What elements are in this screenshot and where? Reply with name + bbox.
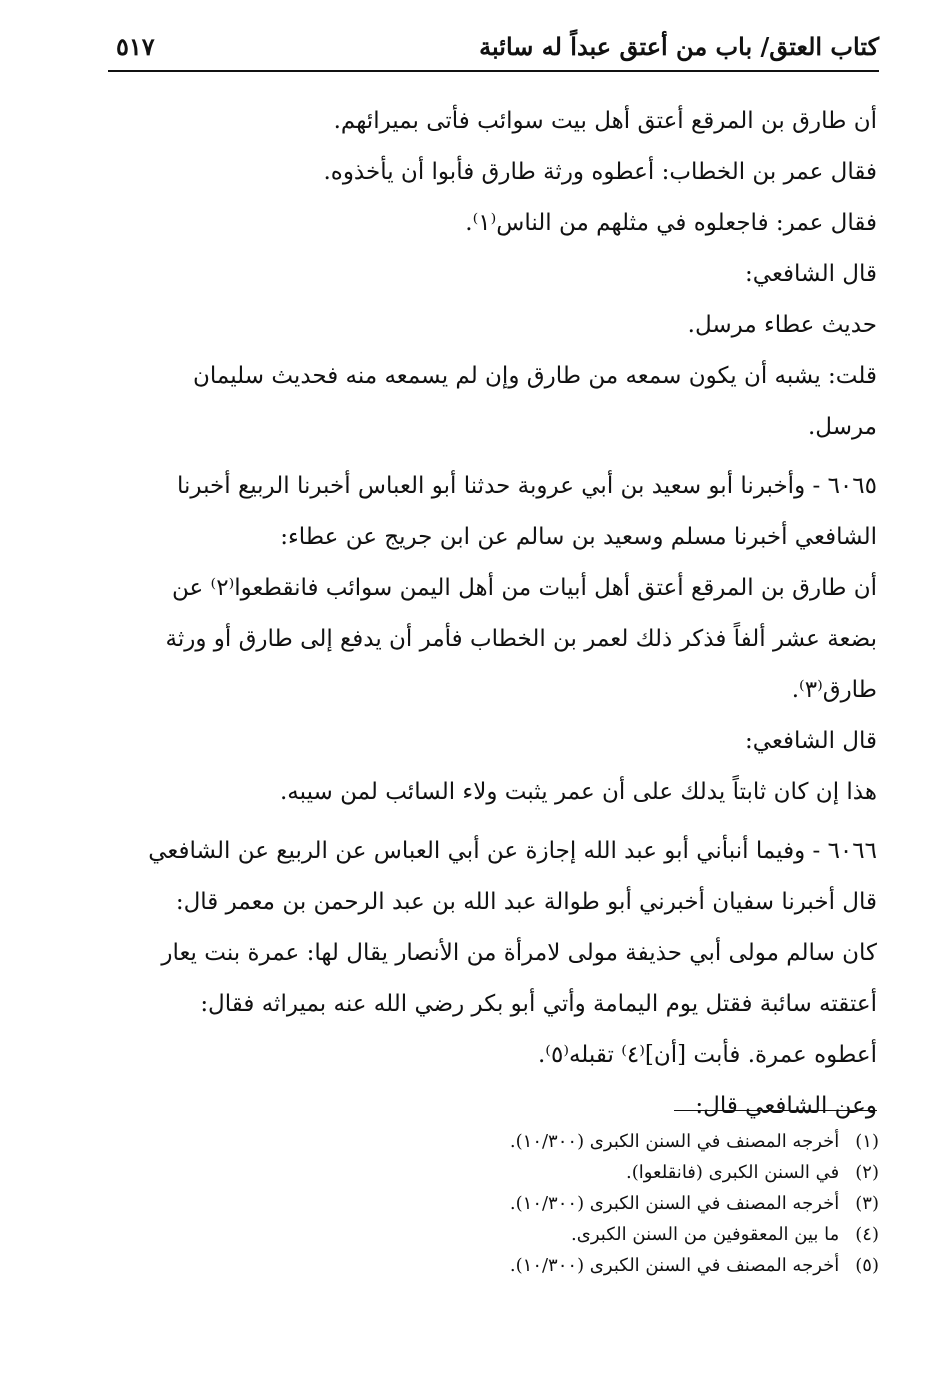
- text-line: أعتقته سائبة فقتل يوم اليمامة وأتي أبو بكر رضي الله عنه بميراثه فقال:: [200, 991, 877, 1017]
- footnote-text: أخرجه المصنف في السنن الكبرى (١٠/٣٠٠).: [509, 1255, 840, 1276]
- text-line: هذا إن كان ثابتاً يدلك على أن عمر يثبت ولاء السائب لمن سيبه.: [279, 779, 877, 805]
- footnote: [459, 1157, 879, 1188]
- footnote: [459, 1219, 879, 1250]
- text-line: قال أخبرنا سفيان أخبرني أبو طوالة عبد الله بن عبد الرحمن بن معمر قال:: [175, 889, 877, 915]
- text-line: أن طارق بن المرقع أعتق أهل بيت سوائب فأتى بميرائهم.: [333, 108, 877, 134]
- footnotes: [459, 1126, 879, 1281]
- footnote: [459, 1250, 879, 1281]
- footnote-text: أخرجه المصنف في السنن الكبرى (١٠/٣٠٠).: [509, 1193, 840, 1214]
- text-line: وعن الشافعي قال:: [695, 1093, 877, 1119]
- footnote-number: (٤): [855, 1224, 879, 1245]
- text-line: فقال عمر بن الخطاب: أعطوه ورثة طارق فأبوا أن يأخذوه.: [323, 159, 877, 185]
- footnote: [459, 1188, 879, 1219]
- text-line: أعطوه عمرة. فأبت [أن]⁽٤⁾ تقبله⁽٥⁾.: [537, 1042, 877, 1068]
- text-line: قلت: يشبه أن يكون سمعه من طارق وإن لم يسمعه منه فحديث سليمان: [193, 363, 877, 389]
- text-line: فقال عمر: فاجعلوه في مثلهم من الناس⁽١⁾.: [465, 210, 877, 236]
- text-line: قال الشافعي:: [745, 728, 877, 754]
- header-divider: [108, 70, 879, 72]
- footnote-text: في السنن الكبرى (فانقلعوا).: [626, 1162, 840, 1183]
- text-line: مرسل.: [807, 414, 877, 440]
- main-text: [118, 96, 877, 1132]
- footnote-number: (٣): [855, 1193, 879, 1214]
- footnote-number: (١): [855, 1131, 879, 1152]
- text-line: كان سالم مولى أبي حذيفة مولى لامرأة من الأنصار يقال لها: عمرة بنت يعار: [161, 940, 877, 966]
- text-line: حديث عطاء مرسل.: [687, 312, 877, 338]
- footnote-number: (٢): [855, 1162, 879, 1183]
- footnote: [459, 1126, 879, 1157]
- footnote-number: (٥): [855, 1255, 879, 1276]
- page-number: ٥١٧: [116, 32, 155, 61]
- hadith-line: ٦٠٦٥ - وأخبرنا أبو سعيد بن أبي عروبة حدثنا أبو العباس أخبرنا الربيع أخبرنا: [177, 473, 877, 499]
- text-line: بضعة عشر ألفاً فذكر ذلك لعمر بن الخطاب فأمر أن يدفع إلى طارق أو ورثة: [165, 626, 877, 652]
- footnote-text: ما بين المعقوفين من السنن الكبرى.: [571, 1224, 840, 1245]
- text-line: أن طارق بن المرقع أعتق أهل أبيات من أهل اليمن سوائب فانقطعوا⁽٢⁾ عن: [172, 575, 877, 601]
- running-header: [108, 28, 879, 70]
- text-line: الشافعي أخبرنا مسلم وسعيد بن سالم عن ابن جريج عن عطاء:: [280, 524, 877, 550]
- text-line: طارق⁽٣⁾.: [791, 677, 877, 703]
- text-line: قال الشافعي:: [745, 261, 877, 287]
- footnote-divider: [674, 1110, 877, 1111]
- footnote-text: أخرجه المصنف في السنن الكبرى (١٠/٣٠٠).: [509, 1131, 840, 1152]
- chapter-title: كتاب العتق/ باب من أعتق عبداً له سائبة: [479, 32, 879, 61]
- hadith-line: ٦٠٦٦ - وفيما أنبأني أبو عبد الله إجازة عن أبي العباس عن الربيع عن الشافعي: [148, 838, 877, 864]
